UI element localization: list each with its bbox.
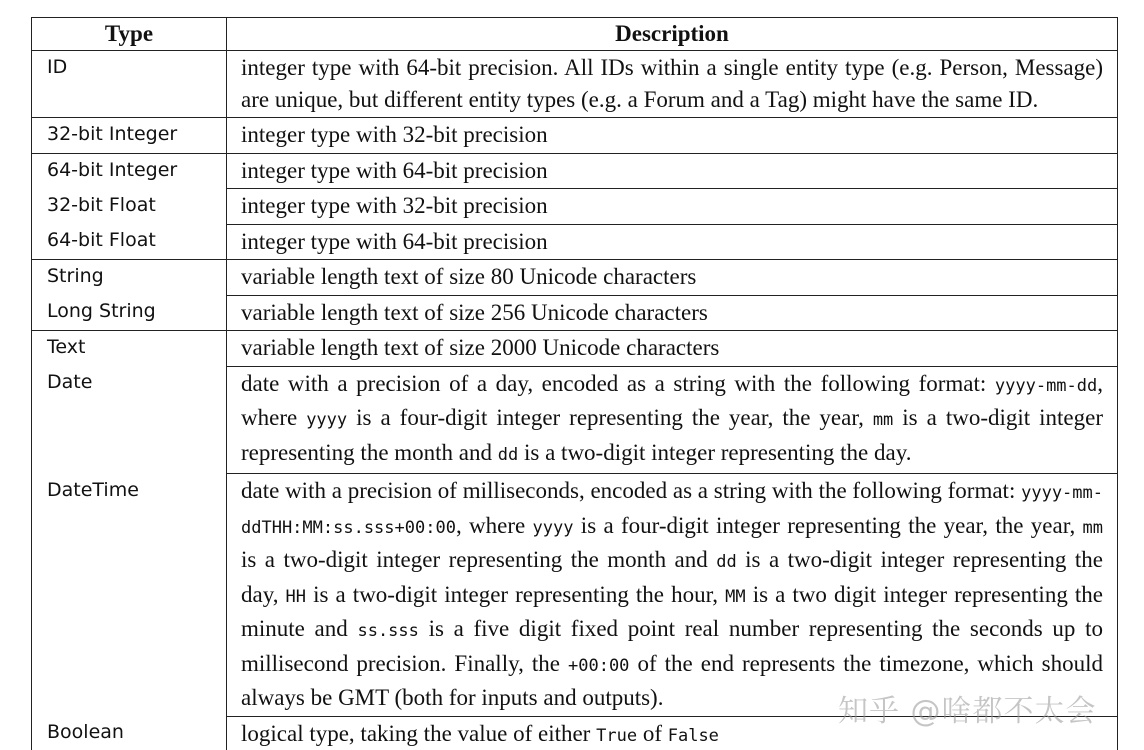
code-literal: +00:00 bbox=[568, 655, 630, 676]
code-literal: True bbox=[596, 725, 638, 746]
description-text: integer type with 32-bit precision bbox=[241, 193, 548, 218]
code-literal: yyyy bbox=[306, 410, 348, 430]
description-text: integer type with 64-bit precision bbox=[241, 228, 548, 254]
description-cell bbox=[227, 51, 1118, 118]
table-row bbox=[32, 260, 1118, 296]
description-cell bbox=[227, 366, 1118, 474]
type-cell: 32-bit Float bbox=[32, 189, 227, 225]
type-cell: Text bbox=[32, 331, 227, 367]
description-cell bbox=[227, 716, 1118, 750]
type-cell: String bbox=[32, 260, 227, 296]
code-literal: ss.sss bbox=[357, 621, 419, 641]
type-column-header: Type bbox=[32, 18, 227, 51]
code-literal: MM bbox=[725, 586, 746, 607]
code-literal: mm bbox=[872, 410, 894, 430]
description-text: is a two-digit integer representing the month and bbox=[241, 547, 717, 572]
description-cell bbox=[227, 331, 1118, 367]
code-literal: yyyy bbox=[532, 517, 574, 538]
description-text: , where bbox=[241, 370, 1103, 430]
table-row bbox=[32, 331, 1118, 367]
table-row bbox=[32, 295, 1118, 331]
description-text: integer type with 64-bit precision bbox=[241, 157, 548, 183]
code-literal: dd bbox=[497, 444, 519, 465]
description-text: is a two-digit integer representing the day. bbox=[518, 439, 912, 465]
description-text: is a two digit integer representing the minute and bbox=[241, 581, 1104, 641]
code-literal: yyyy-mm-ddTHH:MM:ss.sss+00:00 bbox=[241, 483, 1103, 538]
code-literal: dd bbox=[716, 552, 737, 572]
description-text: variable length text of size 80 Unicode characters bbox=[241, 264, 697, 289]
code-literal: HH bbox=[285, 586, 307, 607]
description-cell bbox=[227, 295, 1118, 331]
description-text: of bbox=[637, 720, 668, 746]
description-text: is a five digit fixed point real number representing the seconds up to millisecond precision. Finally, the bbox=[241, 616, 1103, 676]
description-text: logical type, taking the value of either bbox=[241, 720, 597, 746]
description-text: , where bbox=[455, 512, 533, 538]
description-text: of the end represents the timezone, which should always be GMT (both for inputs and outputs). bbox=[241, 650, 1103, 710]
table-row bbox=[32, 153, 1118, 189]
table-row bbox=[32, 51, 1118, 118]
type-cell: Boolean bbox=[32, 716, 227, 750]
description-text: integer type with 64-bit precision. All IDs within a single entity type (e.g. Person, Message) are unique, but different entity types (e.g. a Forum and a Tag) might have the same ID. bbox=[241, 55, 1103, 112]
watermark-text: 知乎 @啥都不太会 bbox=[838, 694, 1097, 729]
description-text: variable length text of size 2000 Unicode characters bbox=[241, 335, 720, 360]
description-text: is a two-digit integer representing the hour, bbox=[306, 581, 726, 607]
description-text: is a four-digit integer representing the year, the year, bbox=[573, 512, 1083, 538]
type-cell: 64-bit Integer bbox=[32, 153, 227, 189]
description-cell bbox=[227, 153, 1118, 189]
description-cell bbox=[227, 189, 1118, 225]
description-column-header: Description bbox=[227, 18, 1118, 51]
description-text: date with a precision of a day, encoded as a string with the following format: bbox=[241, 370, 995, 396]
document-page bbox=[31, 17, 1117, 750]
description-text: variable length text of size 256 Unicode characters bbox=[241, 299, 708, 325]
description-cell bbox=[227, 474, 1118, 717]
table-row bbox=[32, 189, 1118, 225]
type-cell: 32-bit Integer bbox=[32, 118, 227, 154]
type-cell: Long String bbox=[32, 295, 227, 331]
type-cell: Date bbox=[32, 366, 227, 474]
table-row bbox=[32, 716, 1118, 750]
description-text: date with a precision of milliseconds, encoded as a string with the following format: bbox=[241, 478, 1022, 503]
description-text: is a two-digit integer representing the day, bbox=[241, 547, 1103, 607]
type-cell: DateTime bbox=[32, 474, 227, 717]
code-literal: mm bbox=[1082, 517, 1103, 538]
table-row bbox=[32, 224, 1118, 260]
code-literal: False bbox=[667, 725, 719, 746]
table-header-row bbox=[32, 18, 1118, 51]
description-text: is a four-digit integer representing the year, the year, bbox=[347, 405, 873, 430]
description-cell bbox=[227, 118, 1118, 154]
table-row bbox=[32, 474, 1118, 717]
type-cell: 64-bit Float bbox=[32, 224, 227, 260]
table-row bbox=[32, 118, 1118, 154]
data-types-table bbox=[31, 17, 1118, 750]
description-cell bbox=[227, 224, 1118, 260]
type-cell: ID bbox=[32, 51, 227, 118]
description-text: is a two-digit integer representing the month and bbox=[241, 405, 1103, 465]
description-cell bbox=[227, 260, 1118, 296]
table-row bbox=[32, 366, 1118, 474]
code-literal: yyyy-mm-dd bbox=[994, 375, 1098, 396]
description-text: integer type with 32-bit precision bbox=[241, 122, 548, 147]
